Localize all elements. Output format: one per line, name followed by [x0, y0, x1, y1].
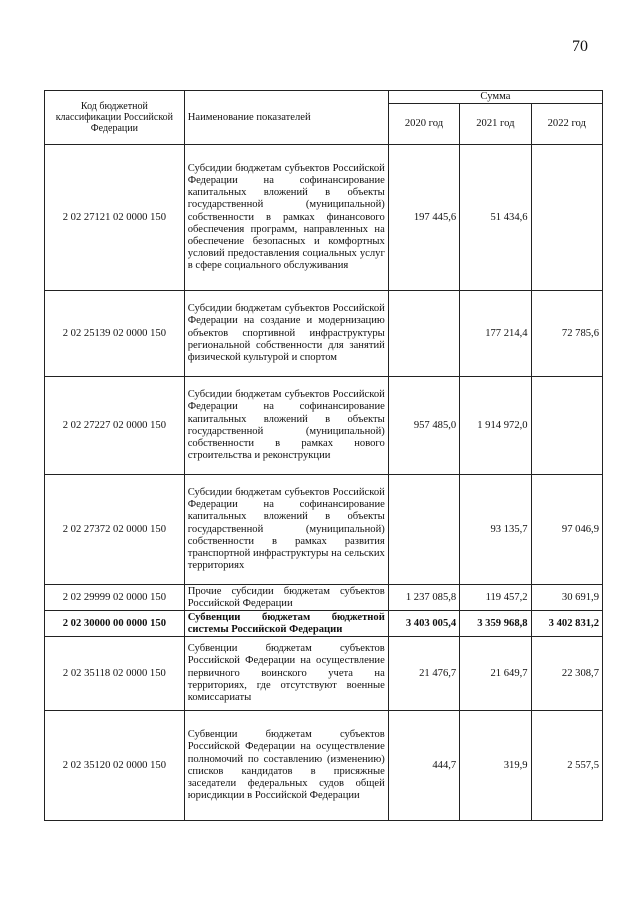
row-value-2022: 72 785,6 — [531, 291, 602, 377]
table-row — [45, 377, 603, 475]
row-name: Субсидии бюджетам субъектов Российской Федерации на софинансирование капитальных вложений в объекты государственной (муниципальной) собственности в рамках нового строительства и реконструкции — [184, 377, 388, 475]
table-row — [45, 475, 603, 585]
row-value-2020: 3 403 005,4 — [388, 611, 459, 637]
row-code: 2 02 30000 00 0000 150 — [45, 611, 185, 637]
row-code: 2 02 25139 02 0000 150 — [45, 291, 185, 377]
table-row — [45, 711, 603, 821]
row-value-2022: 2 557,5 — [531, 711, 602, 821]
header-sum: Сумма — [388, 91, 602, 104]
table-row — [45, 145, 603, 291]
header-name: Наименование показателей — [184, 91, 388, 145]
row-value-2020 — [388, 291, 459, 377]
row-name: Прочие субсидии бюджетам субъектов Российской Федерации — [184, 585, 388, 611]
row-code: 2 02 27121 02 0000 150 — [45, 145, 185, 291]
row-value-2020: 21 476,7 — [388, 637, 459, 711]
table-row — [45, 637, 603, 711]
row-value-2021: 3 359 968,8 — [460, 611, 531, 637]
row-value-2021: 1 914 972,0 — [460, 377, 531, 475]
table-row — [45, 291, 603, 377]
row-name: Субвенции бюджетам субъектов Российской Федерации на осуществление первичного воинского учета на территориях, где отсутствуют военные комиссариаты — [184, 637, 388, 711]
row-value-2020: 957 485,0 — [388, 377, 459, 475]
row-value-2022: 97 046,9 — [531, 475, 602, 585]
table-row-total — [45, 611, 603, 637]
row-value-2021: 93 135,7 — [460, 475, 531, 585]
row-code: 2 02 35118 02 0000 150 — [45, 637, 185, 711]
row-value-2022: 30 691,9 — [531, 585, 602, 611]
row-value-2021: 119 457,2 — [460, 585, 531, 611]
header-year-2022: 2022 год — [531, 104, 602, 145]
row-code: 2 02 35120 02 0000 150 — [45, 711, 185, 821]
row-name: Субсидии бюджетам субъектов Российской Федерации на создание и модернизацию объектов спортивной инфраструктуры региональной собственности для занятий физической культурой и спортом — [184, 291, 388, 377]
row-value-2021: 319,9 — [460, 711, 531, 821]
row-value-2021: 51 434,6 — [460, 145, 531, 291]
row-value-2021: 177 214,4 — [460, 291, 531, 377]
row-code: 2 02 27372 02 0000 150 — [45, 475, 185, 585]
row-name: Субвенции бюджетам субъектов Российской Федерации на осуществление полномочий по составлению (изменению) списков кандидатов в присяжные заседатели федеральных судов общей юрисдикции в Российской Федерации — [184, 711, 388, 821]
page-number: 70 — [572, 38, 588, 55]
row-name: Субсидии бюджетам субъектов Российской Федерации на софинансирование капитальных вложений в объекты государственной (муниципальной) собственности в рамках развития транспортной инфраструктуры на сельских территориях — [184, 475, 388, 585]
row-value-2021: 21 649,7 — [460, 637, 531, 711]
row-value-2020 — [388, 475, 459, 585]
row-value-2020: 1 237 085,8 — [388, 585, 459, 611]
row-value-2022 — [531, 377, 602, 475]
row-code: 2 02 27227 02 0000 150 — [45, 377, 185, 475]
row-name: Субвенции бюджетам бюджетной системы Российской Федерации — [184, 611, 388, 637]
row-value-2022: 3 402 831,2 — [531, 611, 602, 637]
header-code: Код бюджетной классификации Российской Федерации — [45, 91, 185, 145]
row-value-2020: 197 445,6 — [388, 145, 459, 291]
row-value-2022 — [531, 145, 602, 291]
row-name: Субсидии бюджетам субъектов Российской Федерации на софинансирование капитальных вложений в объекты государственной (муниципальной) собственности в рамках финансового обеспечения программ, направленных на обеспечение безопасных и комфортных условий предоставления социальных услуг в сфере социального обслуживания — [184, 145, 388, 291]
header-year-2021: 2021 год — [460, 104, 531, 145]
row-value-2020: 444,7 — [388, 711, 459, 821]
row-code: 2 02 29999 02 0000 150 — [45, 585, 185, 611]
table-row — [45, 585, 603, 611]
row-value-2022: 22 308,7 — [531, 637, 602, 711]
header-year-2020: 2020 год — [388, 104, 459, 145]
budget-table — [44, 90, 603, 821]
